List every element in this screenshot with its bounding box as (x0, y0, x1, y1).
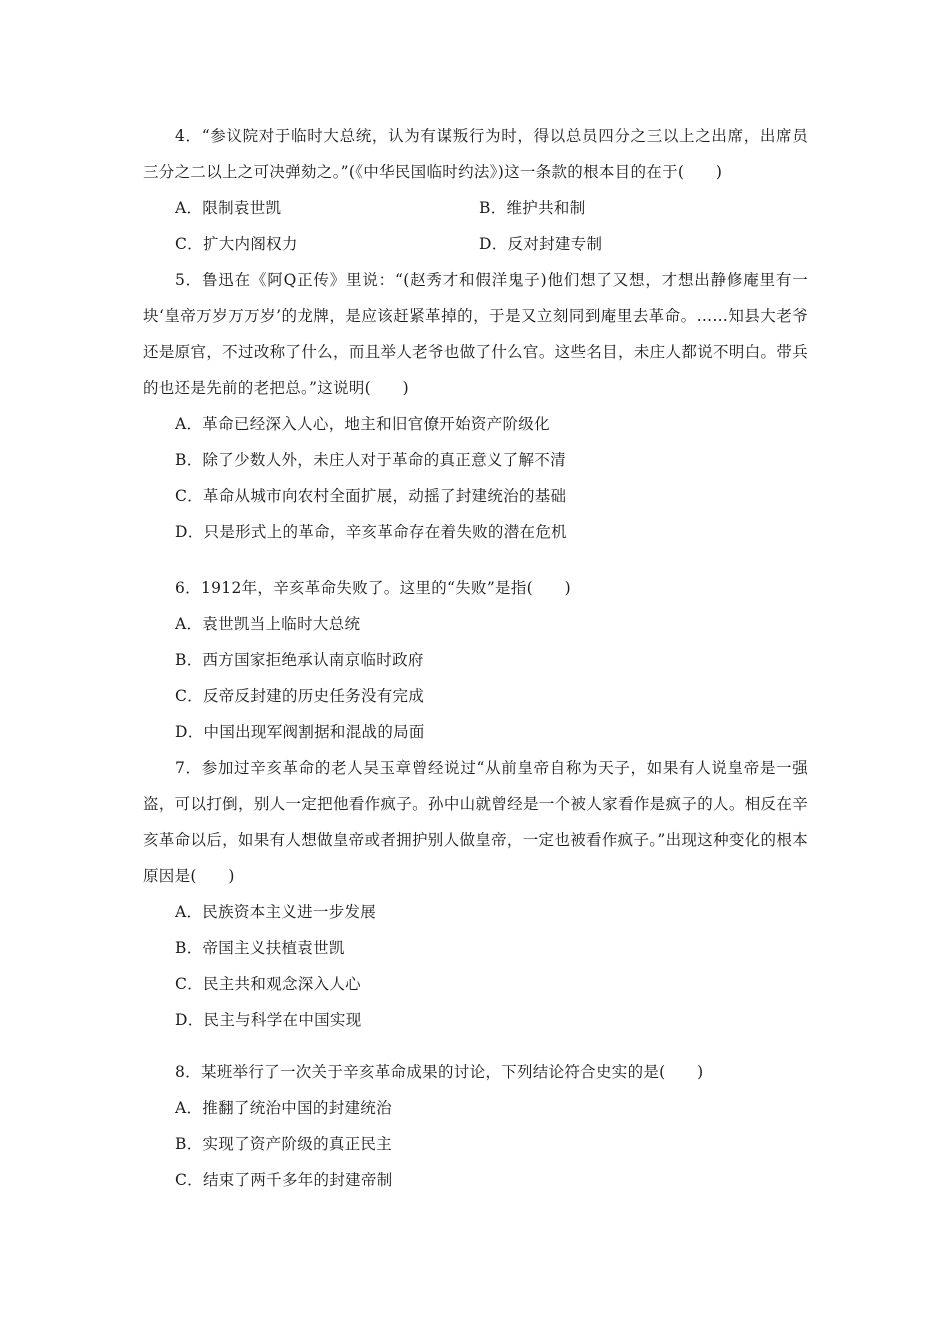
option-row (143, 226, 808, 262)
option-a: A．民族资本主义进一步发展 (175, 903, 377, 921)
option-c: C．扩大内阁权力 (175, 235, 298, 253)
option-b: B．维护共和制 (479, 199, 586, 217)
option-b: B．除了少数人外，未庄人对于革命的真正意义了解不清 (175, 451, 566, 469)
option-b: B．西方国家拒绝承认南京临时政府 (175, 651, 424, 669)
option-d: D．民主与科学在中国实现 (175, 1011, 362, 1029)
option-row (143, 190, 808, 226)
option-c: C．结束了两千多年的封建帝制 (175, 1171, 393, 1189)
question-stem: 8．某班举行了一次关于辛亥革命成果的讨论，下列结论符合史实的是( ) (175, 1063, 704, 1081)
option-a: A．革命已经深入人心，地主和旧官僚开始资产阶级化 (175, 415, 550, 433)
option-a: A．袁世凯当上临时大总统 (175, 615, 361, 633)
option-a: A．推翻了统治中国的封建统治 (175, 1099, 392, 1117)
question-stem: 5．鲁迅在《阿Q正传》里说：“(赵秀才和假洋鬼子)他们想了又想，才想出静修庵里有一块‘皇帝万岁万万岁’的龙牌，是应该赶紧革掉的，于是又立刻同到庵里去革命。……知县大老爷还是原官，不过改称了什么，而且举人老爷也做了什么官。这些名目，未庄人都说不明白。带兵的也还是先前的老把总。”这说明( ) (143, 271, 808, 397)
option-b: B．帝国主义扶植袁世凯 (175, 939, 345, 957)
question-5 (143, 262, 808, 550)
question-stem: 4．“参议院对于临时大总统，认为有谋叛行为时，得以总员四分之三以上之出席，出席员三分之二以上之可决弹劾之。”(《中华民国临时约法》)这一条款的根本目的在于( ) (143, 127, 808, 181)
question-8 (143, 1054, 808, 1198)
option-d: D．中国出现军阀割据和混战的局面 (175, 723, 425, 741)
option-c: C．民主共和观念深入人心 (175, 975, 361, 993)
question-4 (143, 118, 808, 262)
question-6 (143, 570, 808, 750)
option-c: C．革命从城市向农村全面扩展，动摇了封建统治的基础 (175, 487, 567, 505)
question-7 (143, 750, 808, 1038)
option-a: A．限制袁世凯 (175, 199, 282, 217)
option-d: D．反对封建专制 (479, 235, 603, 253)
option-c: C．反帝反封建的历史任务没有完成 (175, 687, 425, 705)
question-stem: 6．1912年，辛亥革命失败了。这里的“失败”是指( ) (175, 579, 571, 597)
option-d: D．只是形式上的革命，辛亥革命存在着失败的潜在危机 (175, 523, 567, 541)
question-stem: 7．参加过辛亥革命的老人吴玉章曾经说过“从前皇帝自称为天子，如果有人说皇帝是一强盗，可以打倒，别人一定把他看作疯子。孙中山就曾经是一个被人家看作是疯子的人。相反在辛亥革命以后，如果有人想做皇帝或者拥护别人做皇帝，一定也被看作疯子。”出现这种变化的根本原因是( ) (143, 759, 808, 885)
option-b: B．实现了资产阶级的真正民主 (175, 1135, 393, 1153)
